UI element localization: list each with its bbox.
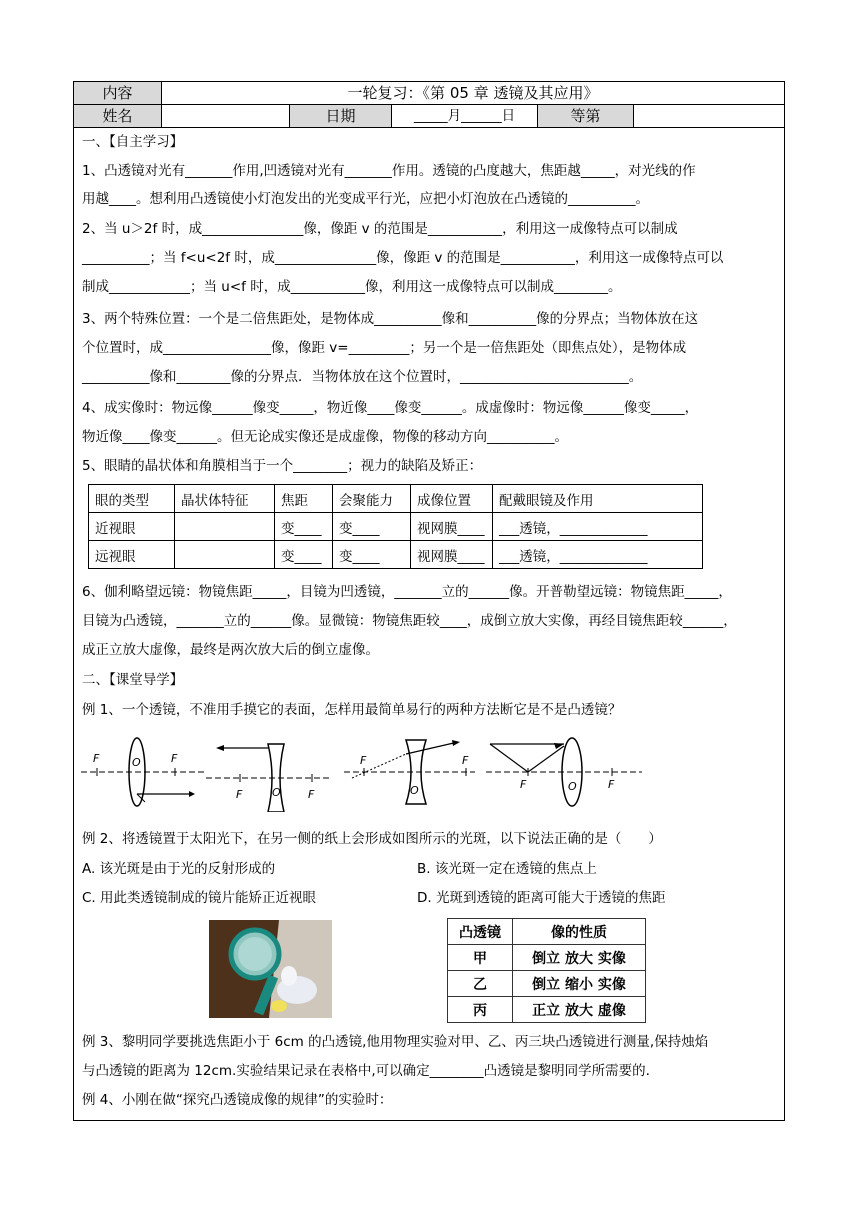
option-a[interactable]: A. 该光斑是由于光的反射形成的 — [82, 861, 276, 877]
name-label: 姓名 — [74, 105, 162, 127]
table-cell: 近视眼 — [89, 513, 175, 541]
focus-label: F — [462, 754, 469, 767]
concave-lens-diagram-2 — [342, 732, 477, 812]
q6-line-1: 6、伽利略望远镜：物镜焦距_____，目镜为凹透镜，_______立的______像。开普勒望远镜：物镜焦距_____， — [82, 584, 732, 600]
q5-line-1: 5、眼睛的晶状体和角膜相当于一个________；视力的缺陷及矫正： — [82, 458, 483, 474]
header-row-2 — [74, 105, 784, 128]
table-cell: 乙 — [448, 971, 513, 997]
q3-line-3: __________像和________像的分界点．当物体放在这个位置时，_________________________。 — [82, 369, 643, 385]
center-label: O — [132, 756, 141, 769]
focus-label: F — [520, 778, 527, 791]
table-cell[interactable]: 变____ — [333, 513, 411, 541]
center-label: O — [272, 786, 281, 799]
content-label: 内容 — [74, 82, 162, 104]
table-row — [448, 945, 646, 971]
q3-line-2: 个位置时，成________________像，像距 v=_________；另一个是一倍焦距处（即焦点处），是物体成 — [82, 340, 687, 356]
convex-lens-diagram — [79, 732, 209, 812]
table-header: 会聚能力 — [333, 485, 411, 513]
date-label: 日期 — [290, 105, 392, 127]
example-4: 例 4、小刚在做“探究凸透镜成像的规律”的实验时： — [82, 1092, 393, 1108]
table-cell[interactable]: 视网膜____ — [411, 513, 493, 541]
date-field[interactable]: _____月______日 — [392, 105, 538, 127]
table-header: 眼的类型 — [89, 485, 175, 513]
table-row — [89, 513, 703, 541]
table-cell: 正立 放大 虚像 — [513, 997, 646, 1023]
q3-line-1: 3、两个特殊位置：一个是二倍焦距处，是物体成__________像和__________像的分界点；当物体放在这 — [82, 311, 699, 327]
table-header: 晶状体特征 — [175, 485, 275, 513]
table-cell[interactable]: ___透镜，_____________ — [493, 541, 703, 569]
center-label: O — [410, 784, 419, 797]
table-header: 焦距 — [275, 485, 333, 513]
focus-label: F — [93, 752, 100, 765]
table-cell: 丙 — [448, 997, 513, 1023]
name-field[interactable] — [162, 105, 290, 127]
example-1: 例 1、一个透镜，不准用手摸它的表面，怎样用最简单易行的两种方法断它是不是凸透镜？ — [82, 702, 622, 718]
q6-line-3: 成正立放大虚像，最终是两次放大后的倒立虚像。 — [82, 642, 379, 658]
center-label: O — [568, 780, 577, 793]
example-3-line-2: 与凸透镜的距离为 12cm.实验结果记录在表格中,可以确定________凸透镜是黎明同学所需要的. — [82, 1063, 650, 1079]
q2-line-1: 2、当 u＞2f 时，成_______________像，像距 v 的范围是___________，利用这一成像特点可以制成 — [82, 221, 678, 237]
concave-lens-diagram-1 — [204, 732, 334, 812]
focus-label: F — [308, 788, 315, 801]
table-cell[interactable]: 变____ — [333, 541, 411, 569]
q1-line-2: 用越____。想利用凸透镜使小灯泡发出的光变成平行光，应把小灯泡放在凸透镜的__________。 — [82, 191, 649, 207]
example-3-line-1: 例 3、黎明同学要挑选焦距小于 6cm 的凸透镜,他用物理实验对甲、乙、丙三块凸透镜进行测量,保持烛焰 — [82, 1034, 709, 1050]
table-cell[interactable]: 变____ — [275, 541, 333, 569]
q6-line-2: 目镜为凸透镜，_______立的______像。显微镜：物镜焦距较____，成倒立放大实像，再经目镜焦距较______， — [82, 613, 737, 629]
table-cell: 远视眼 — [89, 541, 175, 569]
convex-lens-diagram-2 — [484, 732, 644, 812]
focus-label: F — [608, 778, 615, 791]
lens-table — [447, 918, 646, 1023]
focus-label: F — [236, 788, 243, 801]
q2-line-2: __________；当 f<u<2f 时，成_______________像，像距 v 的范围是___________，利用这一成像特点可以 — [82, 250, 724, 266]
page-title: 一轮复习：《第 05 章 透镜及其应用》 — [347, 84, 599, 102]
table-cell[interactable]: 视网膜____ — [411, 541, 493, 569]
option-d[interactable]: D. 光斑到透镜的距离可能大于透镜的焦距 — [417, 890, 666, 906]
q4-line-2: 物近像____像变______。但无论成实像还是成虚像，物像的移动方向__________。 — [82, 429, 568, 445]
table-row — [448, 997, 646, 1023]
focus-label: F — [360, 754, 367, 767]
table-cell[interactable] — [175, 541, 275, 569]
grade-label: 等第 — [538, 105, 634, 127]
table-header: 配戴眼镜及作用 — [493, 485, 703, 513]
grade-field[interactable] — [634, 105, 784, 127]
table-header: 成像位置 — [411, 485, 493, 513]
focus-label: F — [171, 752, 178, 765]
table-cell[interactable]: 变____ — [275, 513, 333, 541]
worksheet-frame — [73, 81, 785, 1121]
section-2-title: 二、【课堂导学】 — [82, 672, 184, 688]
q1-line-1: 1、凸透镜对光有_______作用,凹透镜对光有_______作用。透镜的凸度越大，焦距越_____，对光线的作 — [82, 163, 696, 179]
table-header-row — [89, 485, 703, 513]
magnifier-photo — [209, 920, 332, 1018]
table-cell[interactable]: ___透镜，_____________ — [493, 513, 703, 541]
table-row — [448, 971, 646, 997]
option-c[interactable]: C. 用此类透镜制成的镜片能矫正近视眼 — [82, 890, 317, 906]
q2-line-3: 制成____________；当 u<f 时，成___________像，利用这一成像特点可以制成________。 — [82, 279, 622, 295]
table-header: 凸透镜 — [448, 919, 513, 945]
table-cell: 倒立 放大 实像 — [513, 945, 646, 971]
table-cell: 倒立 缩小 实像 — [513, 971, 646, 997]
table-cell[interactable] — [175, 513, 275, 541]
table-header: 像的性质 — [513, 919, 646, 945]
section-1-title: 一、【自主学习】 — [82, 134, 184, 150]
header-row-1 — [74, 82, 784, 105]
eye-table — [88, 484, 703, 569]
example-2: 例 2、将透镜置于太阳光下，在另一侧的纸上会形成如图所示的光斑，以下说法正确的是（ ） — [82, 831, 662, 847]
q4-line-1: 4、成实像时：物远像______像变_____，物近像____像变______。成虚像时：物远像______像变_____， — [82, 400, 699, 416]
table-cell: 甲 — [448, 945, 513, 971]
option-b[interactable]: B. 该光斑一定在透镜的焦点上 — [417, 861, 597, 877]
table-header-row — [448, 919, 646, 945]
table-row — [89, 541, 703, 569]
